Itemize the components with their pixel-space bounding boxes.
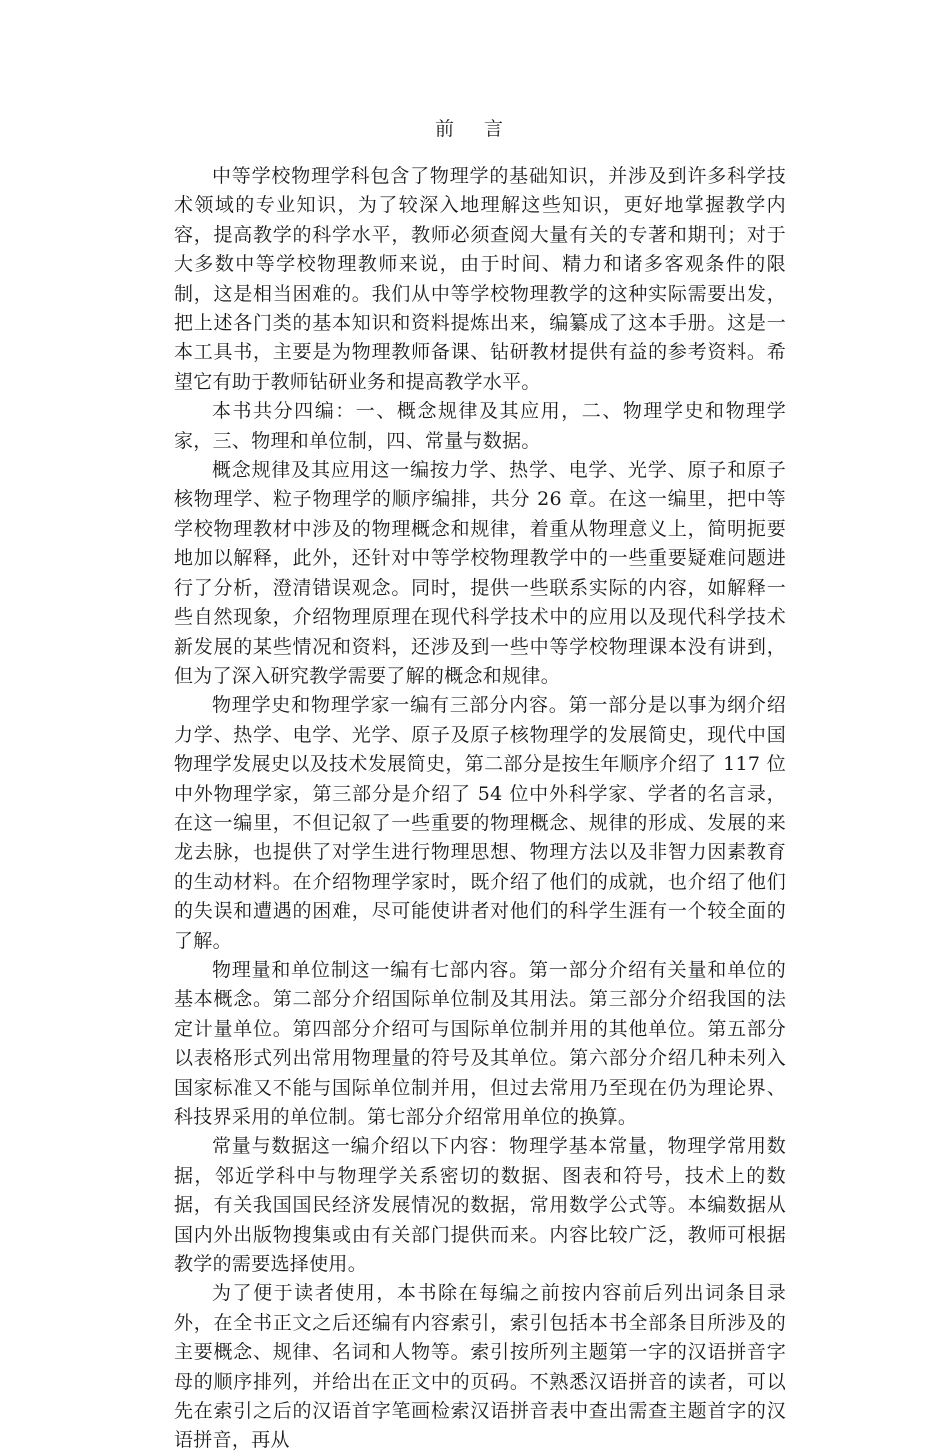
preface-body	[174, 162, 786, 1456]
paragraph-intro: 中等学校物理学科包含了物理学的基础知识，并涉及到许多科学技术领域的专业知识，为了较深入地理解这些知识，更好地掌握教学内容，提高教学的科学水平，教师必须查阅大量有关的专著和期刊；对于大多数中等学校物理教师来说，由于时间、精力和诸多客观条件的限制，这是相当困难的。我们从中等学校物理教学的这种实际需要出发，把上述各门类的基本知识和资料提炼出来，编纂成了这本手册。这是一本工具书，主要是为物理教师备课、钻研教材提供有益的参考资料。希望它有助于教师钻研业务和提高教学水平。	[174, 165, 786, 393]
paragraph-structure: 本书共分四编：一、概念规律及其应用，二、物理学史和物理学家，三、物理和单位制，四、常量与数据。	[174, 400, 786, 452]
paragraph-units: 物理量和单位制这一编有七部内容。第一部分介绍有关量和单位的基本概念。第二部分介绍国际单位制及其用法。第三部分介绍我国的法定计量单位。第四部分介绍可与国际单位制并用的其他单位。第五部分以表格形式列出常用物理量的符号及其单位。第六部分介绍几种未列入国家标准又不能与国际单位制并用，但过去常用乃至现在仍为理论界、科技界采用的单位制。第七部分介绍常用单位的换算。	[174, 958, 786, 1128]
paragraph-constants: 常量与数据这一编介绍以下内容：物理学基本常量，物理学常用数据，邻近学科中与物理学关系密切的数据、图表和符号，技术上的数据，有关我国国民经济发展情况的数据，常用数学公式等。本编数据从国内外出版物搜集或由有关部门提供而来。内容比较广泛，教师可根据教学的需要选择使用。	[174, 1135, 786, 1276]
paragraph-concepts: 概念规律及其应用这一编按力学、热学、电学、光学、原子和原子核物理学、粒子物理学的顺序编排，共分 26 章。在这一编里，把中等学校物理教材中涉及的物理概念和规律，着重从物理意义上，简明扼要地加以解释，此外，还针对中等学校物理教学中的一些重要疑难问题进行了分析，澄清错误观念。同时，提供一些联系实际的内容，如解释一些自然现象，介绍物理原理在现代科学技术中的应用以及现代科学技术新发展的某些情况和资料，还涉及到一些中等学校物理课本没有讲到，但为了深入研究教学需要了解的概念和规律。	[174, 459, 786, 687]
paragraph-index: 为了便于读者使用，本书除在每编之前按内容前后列出词条目录外，在全书正文之后还编有内容索引，索引包括本书全部条目所涉及的主要概念、规律、名词和人物等。索引按所列主题第一字的汉语拼音字母的顺序排列，并给出在正文中的页码。不熟悉汉语拼音的读者，可以先在索引之后的汉语首字笔画检索汉语拼音表中查出需查主题首字的汉语拼音，再从	[174, 1282, 786, 1452]
page-title: 前 言	[434, 118, 516, 140]
paragraph-history: 物理学史和物理学家一编有三部分内容。第一部分是以事为纲介绍力学、热学、电学、光学、原子及原子核物理学的发展简史，现代中国物理学发展史以及技术发展简史，第二部分是按生年顺序介绍了 117 位中外物理学家，第三部分是介绍了 54 位中外科学家、学者的名言录，在这一编里，不但记叙了一些重要的物理概念、规律的形成、发展的来龙去脉，也提供了对学生进行物理思想、物理方法以及非智力因素教育的生动材料。在介绍物理学家时，既介绍了他们的成就，也介绍了他们的失误和遭遇的困难，尽可能使讲者对他们的科学生涯有一个较全面的了解。	[174, 694, 786, 952]
